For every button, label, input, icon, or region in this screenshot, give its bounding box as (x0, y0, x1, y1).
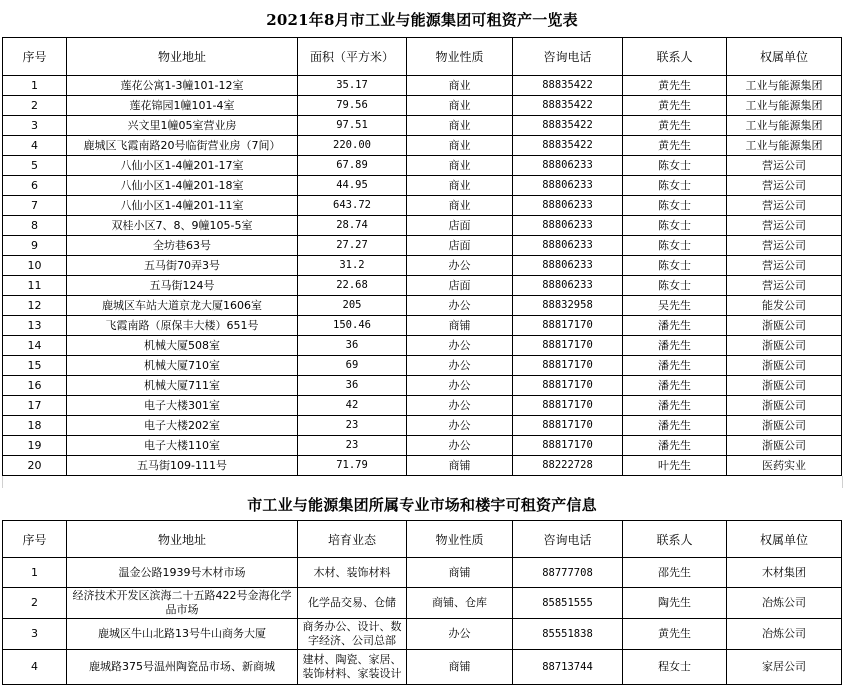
cell-index: 17 (3, 396, 67, 416)
table1-title: 2021年8月市工业与能源集团可租资产一览表 (266, 11, 578, 29)
cell-contact: 潘先生 (623, 316, 727, 336)
cell-owner: 营运公司 (727, 156, 842, 176)
cell-owner: 营运公司 (727, 236, 842, 256)
cell-property-type: 商铺 (407, 456, 513, 476)
cell-address: 鹿城区牛山北路13号牛山商务大厦 (67, 619, 298, 650)
cell-index: 12 (3, 296, 67, 316)
cell-address: 八仙小区1-4幢201-11室 (67, 196, 298, 216)
header-contact: 联系人 (623, 38, 727, 76)
cell-contact: 程女士 (623, 650, 727, 685)
cell-property-type: 办公 (407, 296, 513, 316)
cell-owner: 营运公司 (727, 276, 842, 296)
table-row (3, 76, 842, 96)
rental-assets-table (2, 37, 842, 476)
cell-contact: 吴先生 (623, 296, 727, 316)
cell-owner: 工业与能源集团 (727, 116, 842, 136)
table-row (3, 176, 842, 196)
table-row (3, 396, 842, 416)
cell-property-type: 商业 (407, 196, 513, 216)
table-row (3, 376, 842, 396)
table-row (3, 316, 842, 336)
cell-area: 22.68 (298, 276, 407, 296)
cell-property-type: 办公 (407, 356, 513, 376)
cell-phone: 88817170 (513, 336, 623, 356)
cell-contact: 黄先生 (623, 619, 727, 650)
cell-property-type: 商业 (407, 176, 513, 196)
cell-business-type: 木材、装饰材料 (298, 558, 407, 588)
table-row (3, 136, 842, 156)
cell-area: 67.89 (298, 156, 407, 176)
cell-index: 1 (3, 76, 67, 96)
cell-index: 5 (3, 156, 67, 176)
cell-property-type: 商业 (407, 116, 513, 136)
cell-area: 23 (298, 436, 407, 456)
market-assets-table (2, 520, 842, 685)
cell-phone: 88806233 (513, 196, 623, 216)
table-row (3, 356, 842, 376)
header-address: 物业地址 (67, 521, 298, 558)
cell-owner: 营运公司 (727, 256, 842, 276)
cell-address: 全坊巷63号 (67, 236, 298, 256)
cell-index: 20 (3, 456, 67, 476)
cell-owner: 浙瓯公司 (727, 336, 842, 356)
cell-phone: 88832958 (513, 296, 623, 316)
cell-property-type: 商铺 (407, 316, 513, 336)
cell-area: 71.79 (298, 456, 407, 476)
cell-property-type: 商铺 (407, 558, 513, 588)
cell-address: 五马街124号 (67, 276, 298, 296)
cell-area: 28.74 (298, 216, 407, 236)
cell-business-type: 化学品交易、仓储 (298, 588, 407, 619)
cell-owner: 浙瓯公司 (727, 436, 842, 456)
table-row (3, 619, 842, 650)
cell-phone: 88817170 (513, 396, 623, 416)
cell-area: 69 (298, 356, 407, 376)
cell-index: 1 (3, 558, 67, 588)
cell-phone: 85551838 (513, 619, 623, 650)
cell-phone: 88817170 (513, 316, 623, 336)
cell-address: 莲花锦园1幢101-4室 (67, 96, 298, 116)
cell-property-type: 店面 (407, 236, 513, 256)
table-row (3, 650, 842, 685)
table-row (3, 456, 842, 476)
cell-owner: 能发公司 (727, 296, 842, 316)
cell-address: 八仙小区1-4幢201-18室 (67, 176, 298, 196)
header-business-type: 培育业态 (298, 521, 407, 558)
cell-address: 兴文里1幢05室营业房 (67, 116, 298, 136)
cell-area: 36 (298, 336, 407, 356)
cell-owner: 浙瓯公司 (727, 316, 842, 336)
table-row (3, 236, 842, 256)
cell-phone: 88222728 (513, 456, 623, 476)
cell-address: 八仙小区1-4幢201-17室 (67, 156, 298, 176)
cell-owner: 营运公司 (727, 176, 842, 196)
cell-owner: 营运公司 (727, 196, 842, 216)
cell-property-type: 办公 (407, 376, 513, 396)
cell-area: 31.2 (298, 256, 407, 276)
cell-index: 15 (3, 356, 67, 376)
cell-area: 44.95 (298, 176, 407, 196)
cell-property-type: 店面 (407, 216, 513, 236)
cell-property-type: 商业 (407, 156, 513, 176)
cell-area: 643.72 (298, 196, 407, 216)
cell-owner: 家居公司 (727, 650, 842, 685)
cell-property-type: 商业 (407, 96, 513, 116)
cell-phone: 88817170 (513, 376, 623, 396)
cell-address: 鹿城区车站大道京龙大厦1606室 (67, 296, 298, 316)
cell-phone: 88817170 (513, 436, 623, 456)
table-row (3, 96, 842, 116)
cell-phone: 88835422 (513, 96, 623, 116)
cell-phone: 85851555 (513, 588, 623, 619)
cell-phone: 88806233 (513, 176, 623, 196)
cell-contact: 潘先生 (623, 376, 727, 396)
table2-title: 市工业与能源集团所属专业市场和楼宇可租资产信息 (247, 496, 597, 514)
cell-contact: 陈女士 (623, 196, 727, 216)
cell-contact: 陈女士 (623, 176, 727, 196)
cell-index: 7 (3, 196, 67, 216)
table-row (3, 216, 842, 236)
cell-phone: 88806233 (513, 216, 623, 236)
cell-property-type: 商铺、仓库 (407, 588, 513, 619)
cell-address: 鹿城路375号温州陶瓷品市场、新商城 (67, 650, 298, 685)
cell-index: 19 (3, 436, 67, 456)
cell-phone: 88777708 (513, 558, 623, 588)
cell-phone: 88835422 (513, 76, 623, 96)
cell-property-type: 办公 (407, 256, 513, 276)
cell-index: 2 (3, 96, 67, 116)
cell-phone: 88713744 (513, 650, 623, 685)
table-row (3, 336, 842, 356)
table-row (3, 116, 842, 136)
cell-address: 机械大厦508室 (67, 336, 298, 356)
cell-property-type: 店面 (407, 276, 513, 296)
cell-contact: 黄先生 (623, 76, 727, 96)
cell-owner: 浙瓯公司 (727, 396, 842, 416)
cell-address: 鹿城区飞霞南路20号临街营业房（7间） (67, 136, 298, 156)
header-contact: 联系人 (623, 521, 727, 558)
cell-index: 3 (3, 619, 67, 650)
table-row (3, 156, 842, 176)
cell-area: 36 (298, 376, 407, 396)
cell-area: 205 (298, 296, 407, 316)
cell-address: 五马街70弄3号 (67, 256, 298, 276)
cell-address: 莲花公寓1-3幢101-12室 (67, 76, 298, 96)
cell-contact: 黄先生 (623, 96, 727, 116)
cell-property-type: 办公 (407, 619, 513, 650)
cell-index: 11 (3, 276, 67, 296)
cell-address: 电子大楼202室 (67, 416, 298, 436)
header-owner: 权属单位 (727, 521, 842, 558)
cell-owner: 营运公司 (727, 216, 842, 236)
cell-phone: 88806233 (513, 156, 623, 176)
cell-index: 6 (3, 176, 67, 196)
cell-contact: 邵先生 (623, 558, 727, 588)
cell-owner: 工业与能源集团 (727, 96, 842, 116)
table1-header-row (3, 38, 842, 76)
cell-address: 机械大厦710室 (67, 356, 298, 376)
table2-header-row (3, 521, 842, 558)
cell-area: 27.27 (298, 236, 407, 256)
table-row (3, 588, 842, 619)
cell-contact: 陈女士 (623, 236, 727, 256)
header-phone: 咨询电话 (513, 38, 623, 76)
cell-address: 经济技术开发区滨海二十五路422号金海化学品市场 (67, 588, 298, 619)
cell-contact: 潘先生 (623, 336, 727, 356)
cell-phone: 88835422 (513, 136, 623, 156)
cell-contact: 陈女士 (623, 276, 727, 296)
cell-property-type: 商业 (407, 136, 513, 156)
cell-phone: 88835422 (513, 116, 623, 136)
cell-owner: 工业与能源集团 (727, 76, 842, 96)
cell-contact: 潘先生 (623, 436, 727, 456)
header-index: 序号 (3, 521, 67, 558)
cell-owner: 浙瓯公司 (727, 376, 842, 396)
cell-area: 220.00 (298, 136, 407, 156)
cell-property-type: 商业 (407, 76, 513, 96)
cell-address: 机械大厦711室 (67, 376, 298, 396)
cell-area: 79.56 (298, 96, 407, 116)
cell-phone: 88806233 (513, 276, 623, 296)
cell-contact: 潘先生 (623, 416, 727, 436)
cell-property-type: 办公 (407, 416, 513, 436)
cell-phone: 88817170 (513, 356, 623, 376)
cell-address: 飞霞南路（原保丰大楼）651号 (67, 316, 298, 336)
cell-owner: 冶炼公司 (727, 619, 842, 650)
cell-index: 9 (3, 236, 67, 256)
cell-contact: 叶先生 (623, 456, 727, 476)
cell-contact: 潘先生 (623, 396, 727, 416)
header-area: 面积（平方米） (298, 38, 407, 76)
table-row (3, 416, 842, 436)
header-property-type: 物业性质 (407, 521, 513, 558)
cell-contact: 陶先生 (623, 588, 727, 619)
cell-address: 电子大楼110室 (67, 436, 298, 456)
table-row (3, 436, 842, 456)
cell-index: 13 (3, 316, 67, 336)
cell-contact: 潘先生 (623, 356, 727, 376)
cell-area: 35.17 (298, 76, 407, 96)
cell-index: 4 (3, 136, 67, 156)
header-address: 物业地址 (67, 38, 298, 76)
cell-property-type: 办公 (407, 396, 513, 416)
cell-index: 10 (3, 256, 67, 276)
table-row (3, 558, 842, 588)
cell-owner: 木材集团 (727, 558, 842, 588)
cell-owner: 浙瓯公司 (727, 416, 842, 436)
table-row (3, 256, 842, 276)
cell-phone: 88817170 (513, 416, 623, 436)
cell-owner: 浙瓯公司 (727, 356, 842, 376)
table-row (3, 276, 842, 296)
cell-property-type: 办公 (407, 336, 513, 356)
cell-contact: 黄先生 (623, 116, 727, 136)
cell-index: 8 (3, 216, 67, 236)
cell-index: 18 (3, 416, 67, 436)
cell-address: 温金公路1939号木材市场 (67, 558, 298, 588)
cell-index: 14 (3, 336, 67, 356)
cell-property-type: 商铺 (407, 650, 513, 685)
cell-index: 16 (3, 376, 67, 396)
cell-contact: 陈女士 (623, 256, 727, 276)
cell-index: 2 (3, 588, 67, 619)
cell-area: 42 (298, 396, 407, 416)
cell-area: 97.51 (298, 116, 407, 136)
cell-contact: 黄先生 (623, 136, 727, 156)
cell-area: 150.46 (298, 316, 407, 336)
header-phone: 咨询电话 (513, 521, 623, 558)
cell-owner: 医药实业 (727, 456, 842, 476)
cell-contact: 陈女士 (623, 156, 727, 176)
cell-address: 五马街109-111号 (67, 456, 298, 476)
cell-owner: 冶炼公司 (727, 588, 842, 619)
cell-index: 3 (3, 116, 67, 136)
table-row (3, 296, 842, 316)
table-gap (2, 476, 843, 488)
cell-area: 23 (298, 416, 407, 436)
cell-business-type: 商务办公、设计、数字经济、公司总部 (298, 619, 407, 650)
header-index: 序号 (3, 38, 67, 76)
table-row (3, 196, 842, 216)
cell-property-type: 办公 (407, 436, 513, 456)
header-owner: 权属单位 (727, 38, 842, 76)
cell-business-type: 建材、陶瓷、家居、装饰材料、家装设计 (298, 650, 407, 685)
cell-phone: 88806233 (513, 256, 623, 276)
cell-index: 4 (3, 650, 67, 685)
header-property-type: 物业性质 (407, 38, 513, 76)
cell-address: 双桂小区7、8、9幢105-5室 (67, 216, 298, 236)
cell-owner: 工业与能源集团 (727, 136, 842, 156)
cell-address: 电子大楼301室 (67, 396, 298, 416)
cell-phone: 88806233 (513, 236, 623, 256)
cell-contact: 陈女士 (623, 216, 727, 236)
